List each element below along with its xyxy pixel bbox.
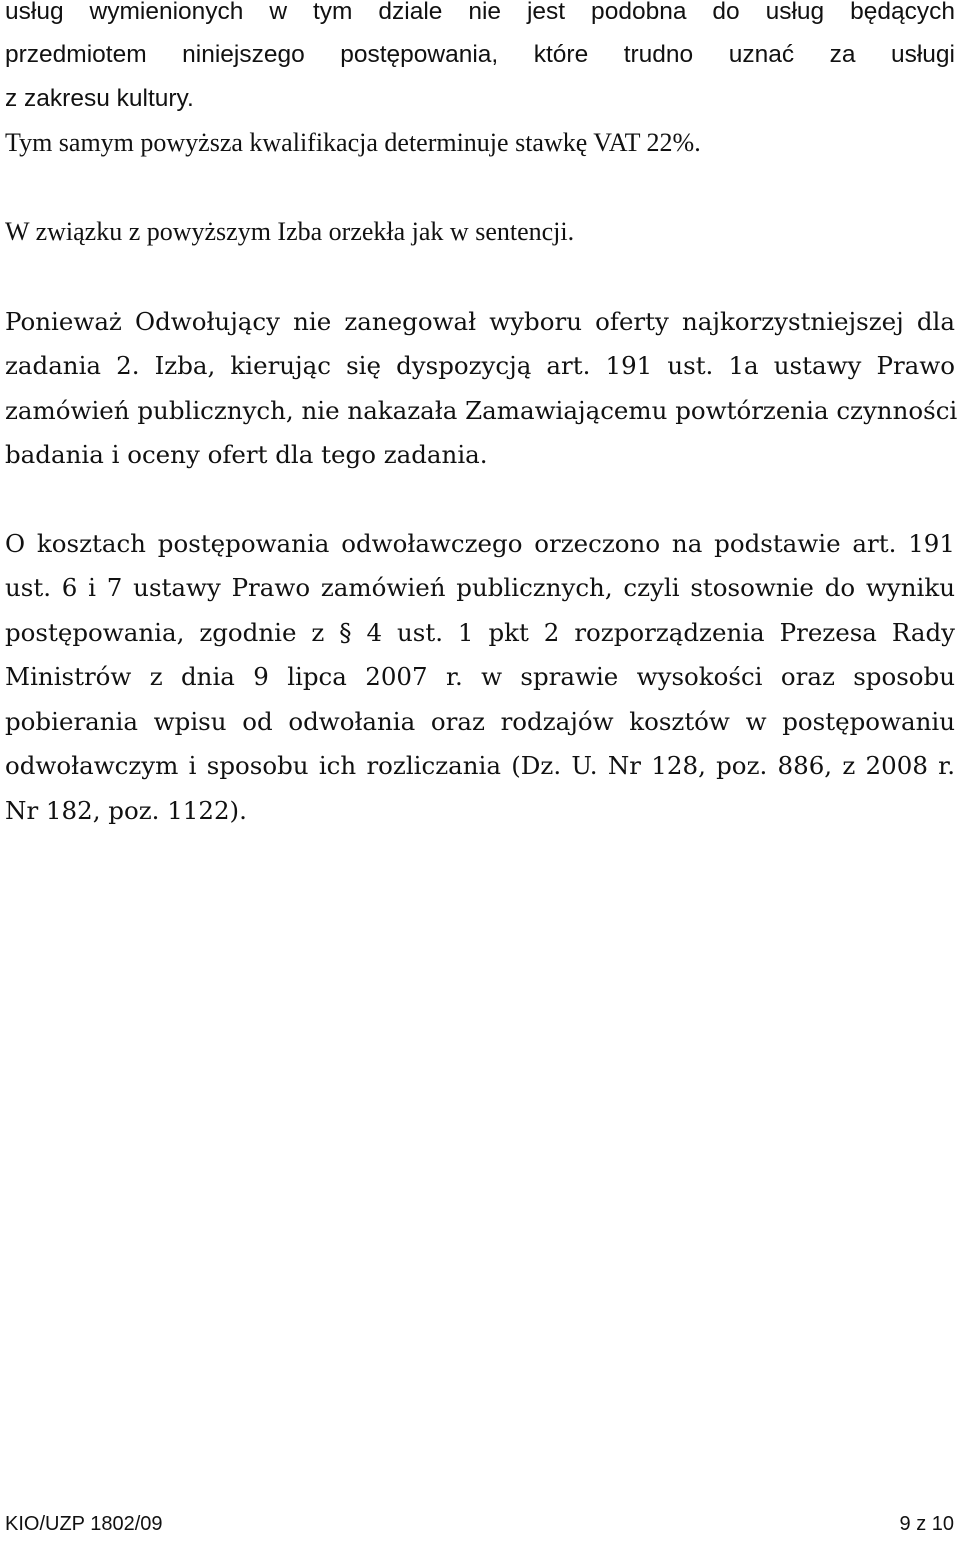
paragraph-line: zamówień publicznych, nie nakazała Zamawiającemu powtórzenia czynności <box>5 396 958 425</box>
paragraph-line: usług wymienionych w tym dziale nie jest podobna do usług będących <box>5 0 955 25</box>
paragraph-line: badania i oceny ofert dla tego zadania. <box>5 440 488 469</box>
case-number: KIO/UZP 1802/09 <box>5 1513 163 1535</box>
paragraph-line: odwoławczym i sposobu ich rozliczania (Dz. U. Nr 128, poz. 886, z 2008 r. <box>5 751 955 780</box>
paragraph-line: zadania 2. Izba, kierując się dyspozycją art. 191 ust. 1a ustawy Prawo <box>5 351 955 380</box>
paragraph-line: z zakresu kultury. <box>5 85 194 112</box>
paragraph-line: Ministrów z dnia 9 lipca 2007 r. w sprawie wysokości oraz sposobu <box>5 662 955 691</box>
paragraph-line: postępowania, zgodnie z § 4 ust. 1 pkt 2 rozporządzenia Prezesa Rady <box>5 618 955 647</box>
vat-sentence: Tym samym powyższa kwalifikacja determinuje stawkę VAT 22%. <box>5 128 701 157</box>
paragraph-line: Nr 182, poz. 1122). <box>5 796 247 825</box>
paragraph-line: O kosztach postępowania odwoławczego orzeczono na podstawie art. 191 <box>5 529 955 558</box>
page-number: 9 z 10 <box>899 1513 954 1535</box>
paragraph-line: ust. 6 i 7 ustawy Prawo zamówień publicznych, czyli stosownie do wyniku <box>5 573 955 602</box>
ruling-sentence: W związku z powyższym Izba orzekła jak w sentencji. <box>5 217 575 246</box>
paragraph-line: Ponieważ Odwołujący nie zanegował wyboru oferty najkorzystniejszej dla <box>5 307 955 336</box>
paragraph-line: przedmiotem niniejszego postępowania, które trudno uznać za usługi <box>5 41 955 68</box>
paragraph-line: pobierania wpisu od odwołania oraz rodzajów kosztów w postępowaniu <box>5 707 955 736</box>
